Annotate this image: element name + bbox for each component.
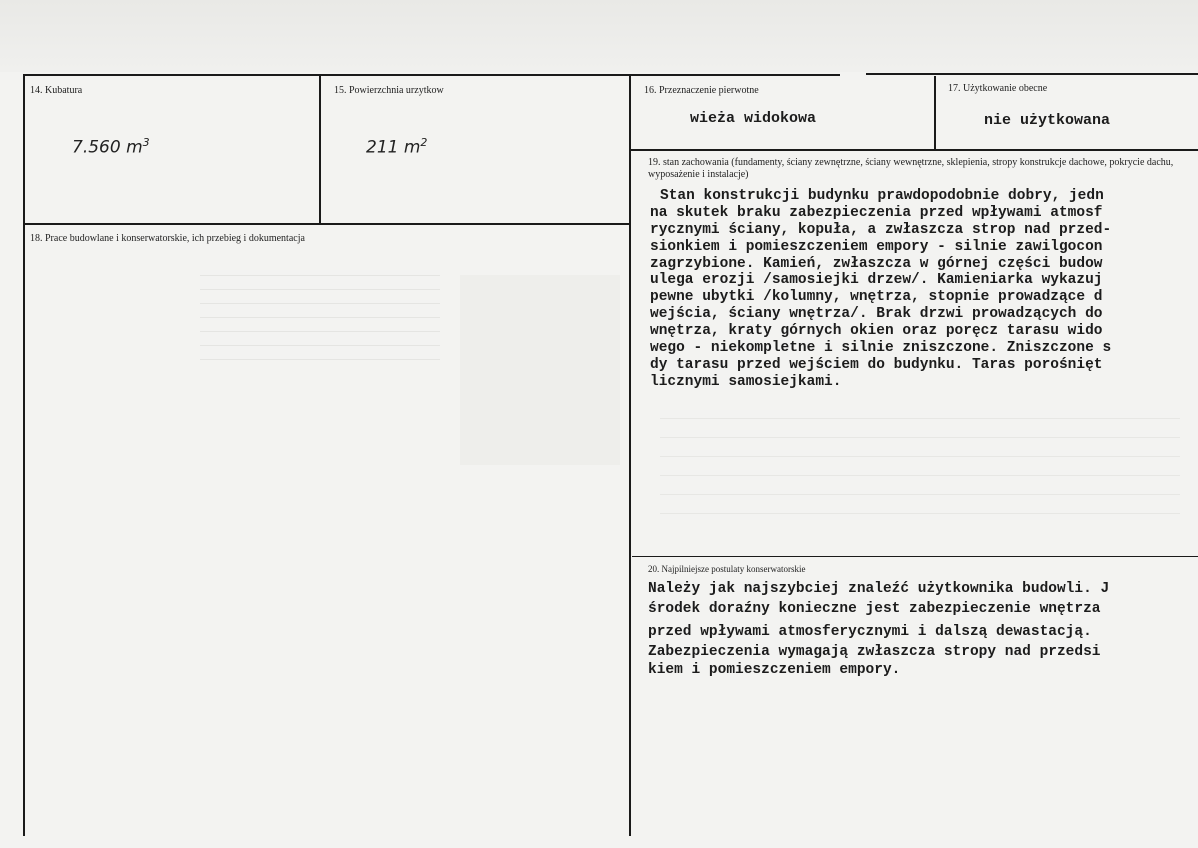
text-line: środek doraźny konieczne jest zabezpieczenie wnętrza <box>648 600 1101 617</box>
text-line: wego - niekompletne i silnie zniszczone. Zniszczone s <box>650 340 1112 357</box>
field-14-label: 14. Kubatura <box>30 85 83 96</box>
field-16-value: wieża widokowa <box>690 110 817 127</box>
text-line: kiem i pomieszczeniem empory. <box>648 661 901 678</box>
text-line: wnętrza, kraty górnych okien oraz poręcz tarasu wido <box>650 323 1103 340</box>
text-line: Zabezpieczenia wymagają zwłaszcza stropy nad przedsi <box>648 643 1101 660</box>
text-line: wejścia, ściany wnętrza/. Brak drzwi prowadzących do <box>650 306 1103 323</box>
text-line: Stan konstrukcji budynku prawdopodobnie dobry, jedn <box>660 188 1104 204</box>
top-rule-right <box>866 73 1198 75</box>
text-line: zagrzybione. Kamień, zwłaszcza w górnej części budow <box>650 255 1103 272</box>
divider-16-17 <box>934 76 936 150</box>
text-line: sionkiem i pomieszczeniem empory - silnie zawilgocon <box>650 238 1103 255</box>
field-17-label: 17. Użytkowanie obecne <box>948 83 1048 94</box>
center-divider <box>629 76 631 836</box>
field-20-label: 20. Najpilniejsze postulaty konserwatorskie <box>648 564 806 574</box>
scan-header-strip <box>0 0 1198 72</box>
field-19-text <box>650 188 1198 398</box>
field-15-value: 211 $m^2$ <box>366 136 428 158</box>
field-18-label: 18. Prace budowlane i konserwatorskie, ich przebieg i dokumentacja <box>30 233 305 244</box>
field-14-value: 7.560 $m^3$ <box>72 136 150 158</box>
text-line: licznymi samosiejkami. <box>650 373 842 390</box>
rule-below-14-15 <box>24 223 630 225</box>
field-19-label: 19. stan zachowania (fundamenty, ściany zewnętrzne, ściany wewnętrzne, sklepienia, stropy konstrukcje dachowe, pokrycie dachu, wyposażenie i instalacje) <box>648 157 1174 180</box>
field-17-value: nie użytkowana <box>984 112 1111 129</box>
left-border <box>23 74 25 836</box>
bleed-through-marks <box>660 400 1180 520</box>
rule-below-16-17 <box>630 149 1198 151</box>
bleed-through-marks <box>460 275 620 465</box>
field-20-text <box>648 580 1198 680</box>
field-16-label: 16. Przeznaczenie pierwotne <box>644 85 759 96</box>
text-line: przed wpływami atmosferycznymi i dalszą dewastacją. <box>648 624 1092 640</box>
rule-above-20 <box>632 556 1198 557</box>
bleed-through-marks <box>200 262 440 372</box>
divider-14-15 <box>319 76 321 224</box>
text-line: Należy jak najszybciej znaleźć użytkownika budowli. J <box>648 581 1110 597</box>
text-line: rycznymi ściany, kopuła, a zwłaszcza strop nad przed- <box>650 221 1112 238</box>
text-line: na skutek braku zabezpieczenia przed wpływami atmosf <box>650 204 1103 221</box>
top-rule <box>24 74 840 76</box>
field-15-label: 15. Powierzchnia urzytkow <box>334 85 444 96</box>
text-line: ulega erozji /samosiejki drzew/. Kamieniarka wykazuj <box>650 272 1103 289</box>
text-line: pewne ubytki /kolumny, wnętrza, stopnie prowadzące d <box>650 289 1103 306</box>
text-line: dy tarasu przed wejściem do budynku. Taras porośnięt <box>650 356 1103 373</box>
